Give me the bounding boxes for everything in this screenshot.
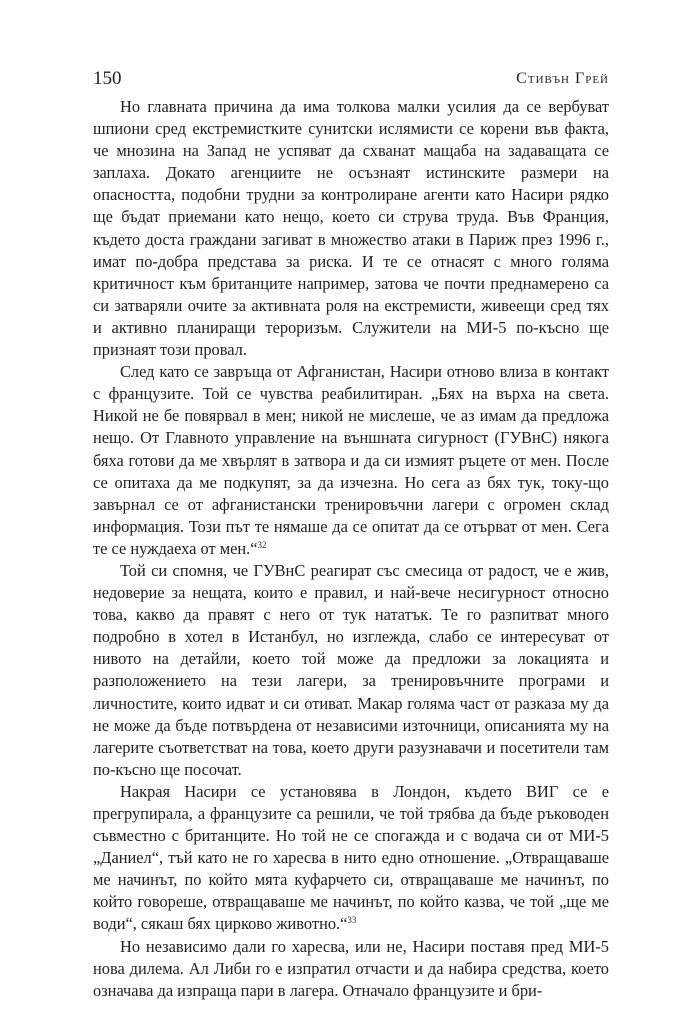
footnote-marker: 32 [257,539,267,550]
paragraph [93,781,609,936]
paragraph [93,96,609,361]
paragraph-text: Но независимо дали го харесва, или не, Насири поставя пред МИ-5 нова дилема. Ал Либи го е изпратил отчасти и да набира средства, което означава да изпраща пари в лагера. Отначало французите и бри- [93,936,609,1000]
body-text [93,96,609,1002]
paragraph-text: Но главната причина да има толкова малки усилия да се вербуват шпиони сред екстремистките сунитски ислямисти се корени във факта, че мнозина на Запад не успяват да схванат мащаба на задаващата се заплаха. Докато агенциите не осъзнаят истинските размери на опасността, подобни трудни за контролиране агенти като Насири рядко ще бъдат приемани като нещо, което си струва труда. Във Франция, където доста граждани загиват в множество атаки в Париж през 1996 г., имат по-добра представа за риска. И те се отнасят с много голяма критичност към британците например, затова че почти преднамерено са си затваряли очите за активната роля на екстремисти, живеещи сред тях и активно планиращи тероризъм. Служители на МИ-5 по-късно ще признаят този провал. [93,97,609,360]
footnote-marker: 33 [347,915,357,926]
paragraph-text: Той си спомня, че ГУВнС реагират със смесица от радост, че е жив, недоверие за нещата, които е правил, и най-вече несигурност относно това, какво да правят с него от тук нататък. Те го разпитват много подробно в хотел в Истанбул, но изглежда, слабо се интересуват от нивото на детайли, което той може да предложи за локацията и разположението на тези лагери, за тренировъчните програми и личностите, които идват и си отиват. Макар голяма част от разказа му да не може да бъде потвърдена от независими източници, описанията му на лагерите съответстват на това, което други разузнавачи и посетители там по-късно ще посочат. [93,560,609,779]
paragraph-text: Накрая Насири се установява в Лондон, където ВИГ се е прегрупирала, а французите са решили, че той трябва да бъде ръководен съвместно с британците. Но той не се спогажда и с водача си от МИ-5 „Даниел“, тъй като не го харесва в нито едно отношение. „Отвращаваше ме начинът, по който мята куфарчето си, отвращаваше ме начинът, по който говореше, отвращаваше ме начинът, по който казва, че той „ще ме води“, сякаш бях цирково животно.“ [93,781,609,934]
running-head: Стивън Грей [516,70,609,87]
page-number: 150 [93,68,122,89]
paragraph [93,560,609,781]
page-header [93,66,609,92]
paragraph [93,361,609,560]
paragraph-text: След като се завръща от Афганистан, Насири отново влиза в контакт с французите. Той се чувства реабилитиран. „Бях на върха на света. Никой не бе повярвал в мен; никой не мислеше, че аз имам да предложа нещо. От Главното управление на външната сигурност (ГУВнС) някога бяха готови да ме хвърлят в затвора и да си измият ръцете от мен. После се опитаха да ме подкупят, за да изчезна. Но сега аз бях тук, току-що завърнал се от афганистански тренировъчни лагери с огромен склад информация. Този път те нямаше да се опитат да се отърват от мен. Сега те се нуждаеха от мен.“ [93,362,609,558]
paragraph [93,936,609,1002]
